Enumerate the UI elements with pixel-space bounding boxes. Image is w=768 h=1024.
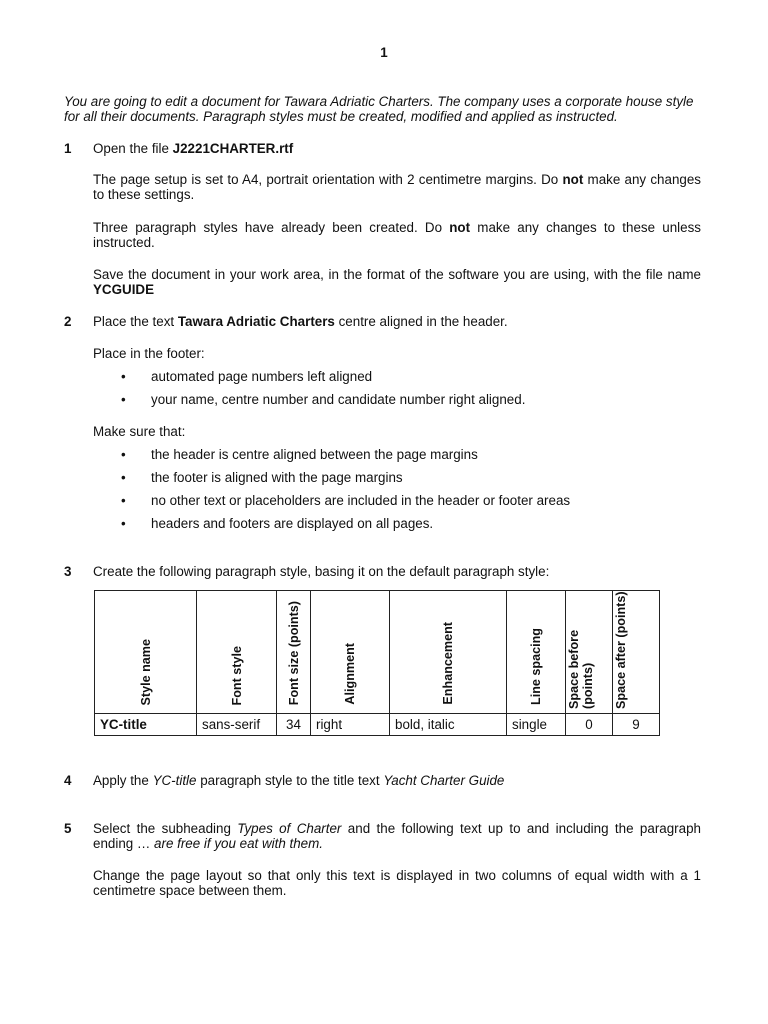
- table-header-cell: [507, 591, 566, 714]
- header-style-name: Style name: [138, 638, 153, 705]
- question-number-1: 1: [64, 141, 72, 156]
- bullet-icon: •: [121, 516, 126, 531]
- header-space-before: Space before (points): [567, 629, 595, 709]
- q5-text-a: Select the subheading: [93, 821, 238, 836]
- q1-setup-not: not: [562, 172, 584, 187]
- table-header-cell: [277, 591, 311, 714]
- table-cell-font-style: sans-serif: [197, 714, 277, 736]
- table-header-cell: [566, 591, 613, 714]
- q1-styles-text-b: make any changes to these unless instructed.: [93, 220, 701, 250]
- table-cell-space-before: 0: [566, 714, 613, 736]
- table-row: [95, 714, 660, 736]
- q4-title-text: Yacht Charter Guide: [383, 773, 505, 788]
- q2-make-sure: Make sure that:: [93, 424, 186, 439]
- q1-page-setup: [93, 172, 701, 202]
- q1-styles-text-a: Three paragraph styles have already been created. Do: [93, 220, 450, 235]
- question-number-2: 2: [64, 314, 72, 329]
- table-header-cell: [95, 591, 197, 714]
- q5-select: [93, 821, 701, 851]
- q4-text-a: Apply the: [93, 773, 153, 788]
- header-font-size: Font size (points): [286, 600, 301, 705]
- list-item: automated page numbers left aligned: [151, 369, 373, 384]
- table-header-row: [95, 591, 660, 714]
- question-number-4: 4: [64, 773, 72, 788]
- q5-layout: Change the page layout so that only this text is displayed in two columns of equal width with a 1 centimetre space between them.: [93, 868, 701, 898]
- header-alignment: Alignment: [343, 643, 357, 705]
- header-enhancement: Enhancement: [441, 622, 455, 705]
- q1-save-filename: YCGUIDE: [93, 282, 155, 297]
- header-font-style: Font style: [229, 645, 244, 705]
- q4-text-b: paragraph style to the title text: [196, 773, 384, 788]
- q4-instruction: [93, 773, 701, 788]
- q1-styles-not: not: [449, 220, 471, 235]
- q1-styles: [93, 220, 701, 250]
- bullet-icon: •: [121, 470, 126, 485]
- table-cell-space-after: 9: [613, 714, 660, 736]
- q2-place-text-b: centre aligned in the header.: [334, 314, 508, 329]
- q2-footer-intro: Place in the footer:: [93, 346, 205, 361]
- page-number: 1: [380, 45, 388, 60]
- list-item: your name, centre number and candidate number right aligned.: [151, 392, 526, 407]
- table-cell-style-name: YC-title: [95, 714, 197, 736]
- q1-filename: J2221CHARTER.rtf: [172, 141, 294, 156]
- bullet-icon: •: [121, 493, 126, 508]
- q1-open-file: [93, 141, 701, 156]
- table-cell-alignment: right: [311, 714, 390, 736]
- q1-setup-text-a: The page setup is set to A4, portrait orientation with 2 centimetre margins. Do: [93, 172, 563, 187]
- table-header-cell: [390, 591, 507, 714]
- header-line-spacing: Line spacing: [529, 628, 543, 705]
- paragraph-style-table: [94, 590, 660, 736]
- list-item: the footer is aligned with the page margins: [151, 470, 403, 485]
- list-item: headers and footers are displayed on all pages.: [151, 516, 434, 531]
- table-header-cell: [311, 591, 390, 714]
- q1-open-prefix: Open the file: [93, 141, 173, 156]
- intro-paragraph: You are going to edit a document for Tawara Adriatic Charters. The company uses a corporate house style for all their documents. Paragraph styles must be created, modified and applied as instructed.: [64, 94, 694, 124]
- bullet-icon: •: [121, 392, 126, 407]
- q1-save: [93, 267, 701, 297]
- table-cell-font-size: 34: [277, 714, 311, 736]
- header-space-after: Space after (points): [614, 591, 628, 709]
- q2-header-text: [93, 314, 701, 329]
- table-header-cell: [197, 591, 277, 714]
- list-item: the header is centre aligned between the page margins: [151, 447, 478, 462]
- table-cell-line-spacing: single: [507, 714, 566, 736]
- q2-company-name: Tawara Adriatic Charters: [177, 314, 335, 329]
- q5-subheading: Types of Charter: [237, 821, 342, 836]
- list-item: no other text or placeholders are included in the header or footer areas: [151, 493, 571, 508]
- q1-save-text: Save the document in your work area, in the format of the software you are using, with the file name: [93, 267, 701, 282]
- q2-place-text-a: Place the text: [93, 314, 178, 329]
- bullet-icon: •: [121, 369, 126, 384]
- question-number-3: 3: [64, 564, 72, 579]
- q3-instruction: Create the following paragraph style, basing it on the default paragraph style:: [93, 564, 550, 579]
- bullet-icon: •: [121, 447, 126, 462]
- q5-text-b: and the following text up to and including the paragraph ending …: [93, 821, 701, 851]
- q1-setup-text-b: make any changes to these settings.: [93, 172, 701, 202]
- q5-ending: are free if you eat with them.: [154, 836, 323, 851]
- q4-style-name: YC-title: [152, 773, 197, 788]
- question-number-5: 5: [64, 821, 72, 836]
- table-cell-enhancement: bold, italic: [390, 714, 507, 736]
- table-header-cell: [613, 591, 660, 714]
